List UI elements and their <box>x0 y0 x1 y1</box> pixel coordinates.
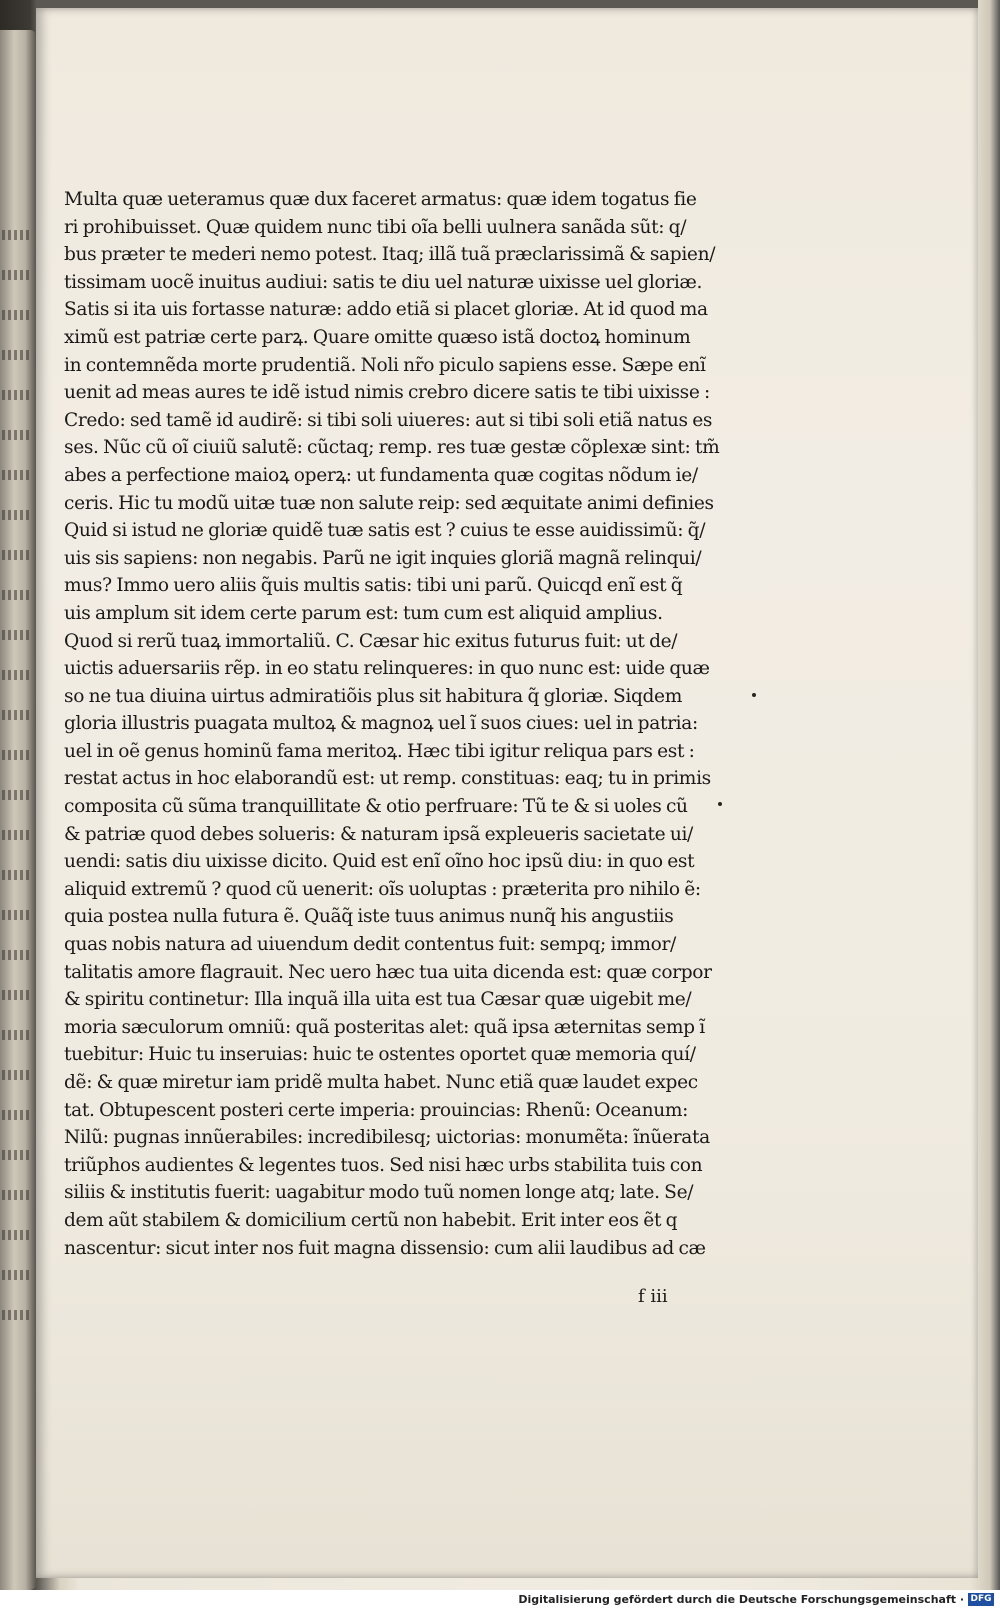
dfg-logo: DFG <box>968 1593 994 1606</box>
text-line: composita cũ sũma tranquillitate & otio perfruare: Tũ te & si uoles cũ <box>64 796 688 818</box>
text-line: tuebitur: Huic tu inseruias: huic te ostentes oportet quæ memoria quí/ <box>64 1044 696 1066</box>
text-line: tissimam uocẽ inuitus audiui: satis te diu uel naturæ uixisse uel gloriæ. <box>64 271 703 293</box>
text-line: Multa quæ ueteramus quæ dux faceret armatus: quæ idem togatus fie <box>64 189 697 210</box>
previous-page-edge <box>0 30 36 1590</box>
text-line: gloria illustris puagata multoꝝ & magnoꝝ uel ĩ suos ciues: uel in patria: <box>64 713 698 735</box>
text-line: triũphos audientes & legentes tuos. Sed nisi hæc urbs stabilita tuis con <box>64 1154 703 1176</box>
text-line: ximũ est patriæ certe parꝝ. Quare omitte quæso istã doctoꝝ hominum <box>64 326 691 348</box>
text-line: moria sæculorum omniũ: quã posteritas alet: quã ipsa æternitas semp ĩ <box>64 1016 705 1038</box>
text-line: uenit ad meas aures te idẽ istud nimis crebro dicere satis te tibi uixisse : <box>64 382 710 404</box>
footer-credit: Digitalisierung gefördert durch die Deutsche Forschungsgemeinschaft · <box>518 1593 964 1606</box>
text-line: Satis si ita uis fortasse naturæ: addo etiã si placet gloriæ. At id quod ma <box>64 299 708 321</box>
text-line: & spiritu continetur: Illa inquã illa uita est tua Cæsar quæ uigebit me/ <box>64 989 692 1011</box>
text-line: so ne tua diuina uirtus admiratiõis plus sit habitura q̃ gloriæ. Siqdem <box>64 685 682 707</box>
text-line: restat actus in hoc elaborandũ est: ut remp. constituas: eaq; tu in primis <box>64 768 711 790</box>
text-line: in contemnẽda morte prudentiã. Noli nr̃o piculo sapiens esse. Sæpe enĩ <box>64 354 706 376</box>
text-line: Nilũ: pugnas innũerabiles: incredibilesq; uictorias: monumẽta: ĩnũerata <box>64 1127 710 1149</box>
text-line: uel in oẽ genus hominũ fama meritoꝝ. Hæc tibi igitur reliqua pars est : <box>64 740 695 762</box>
text-line: talitatis amore flagrauit. Nec uero hæc tua uita dicenda est: quæ corpor <box>64 961 712 983</box>
text-line: uendi: satis diu uixisse dicito. Quid est enĩ oĩno hoc ipsũ diu: in quo est <box>64 851 695 873</box>
signature-mark: f iii <box>638 1286 668 1307</box>
text-line: uis sis sapiens: non negabis. Parũ ne igit inquies gloriã magnã relinqui/ <box>64 547 702 569</box>
text-line: mus? Immo uero aliis q̃uis multis satis: tibi uni parũ. Quicqd enĩ est q̃ <box>64 575 683 597</box>
text-line: siliis & institutis fuerit: uagabitur modo tuũ nomen longe atq; late. Se/ <box>64 1182 694 1204</box>
text-line: dem aũt stabilem & domicilium certũ non habebit. Erit inter eos ẽt q <box>64 1209 678 1231</box>
text-line: ri prohibuisset. Quæ quidem nunc tibi oĩa belli uulnera sanãda sũt: q/ <box>64 216 687 238</box>
text-line: quas nobis natura ad uiuendum dedit contentus fuit: sempq; immor/ <box>64 934 676 956</box>
text-line: Quid si istud ne gloriæ quidẽ tuæ satis est ? cuius te esse auidissimũ: q̃/ <box>64 520 706 542</box>
text-line: Credo: sed tamẽ id audirẽ: si tibi soli uiueres: aut si tibi soli etiã natus es <box>64 409 713 431</box>
margin-mark <box>752 693 756 697</box>
text-line: abes a perfectione maioꝝ operꝝ: ut fundamenta quæ cogitas nõdum ie/ <box>64 464 698 486</box>
text-line: uictis aduersariis rẽp. in eo statu relinqueres: in quo nunc est: uide quæ <box>64 658 710 680</box>
text-line: & patriæ quod debes solueris: & naturam ipsã expleueris sacietate ui/ <box>64 823 693 845</box>
margin-mark <box>718 802 722 806</box>
text-line: aliquid extremũ ? quod cũ uenerit: oĩs uoluptas : præterita pro nihilo ẽ: <box>64 878 701 900</box>
text-line: ceris. Hic tu modũ uitæ tuæ non salute reip: sed æquitate animi definies <box>64 492 714 514</box>
text-line: tat. Obtupescent posteri certe imperia: prouincias: Rhenũ: Oceanum: <box>64 1099 689 1121</box>
text-line: dẽ: & quæ miretur iam pridẽ multa habet. Nunc etiã quæ laudet expec <box>64 1072 698 1093</box>
page-text-block <box>64 186 729 1262</box>
text-line: quia postea nulla futura ẽ. Quãq̃ iste tuus animus nunq̃ his angustiis <box>64 906 674 928</box>
text-line: uis amplum sit idem certe parum est: tum cum est aliquid amplius. <box>64 602 663 624</box>
text-line: bus præter te mederi nemo potest. Itaq; illã tuã præclarissimã & sapien/ <box>64 244 716 266</box>
text-line: Quod si rerũ tuaꝝ immortaliũ. C. Cæsar hic exitus futurus fuit: ut de/ <box>64 630 678 652</box>
text-line: nascentur: sicut inter nos fuit magna dissensio: cum alii laudibus ad cæ <box>64 1237 706 1259</box>
text-line: ses. Nũc cũ oĩ ciuiũ salutẽ: cũctaq; remp. res tuæ gestæ cõplexæ sint: tm̃ <box>64 437 720 459</box>
